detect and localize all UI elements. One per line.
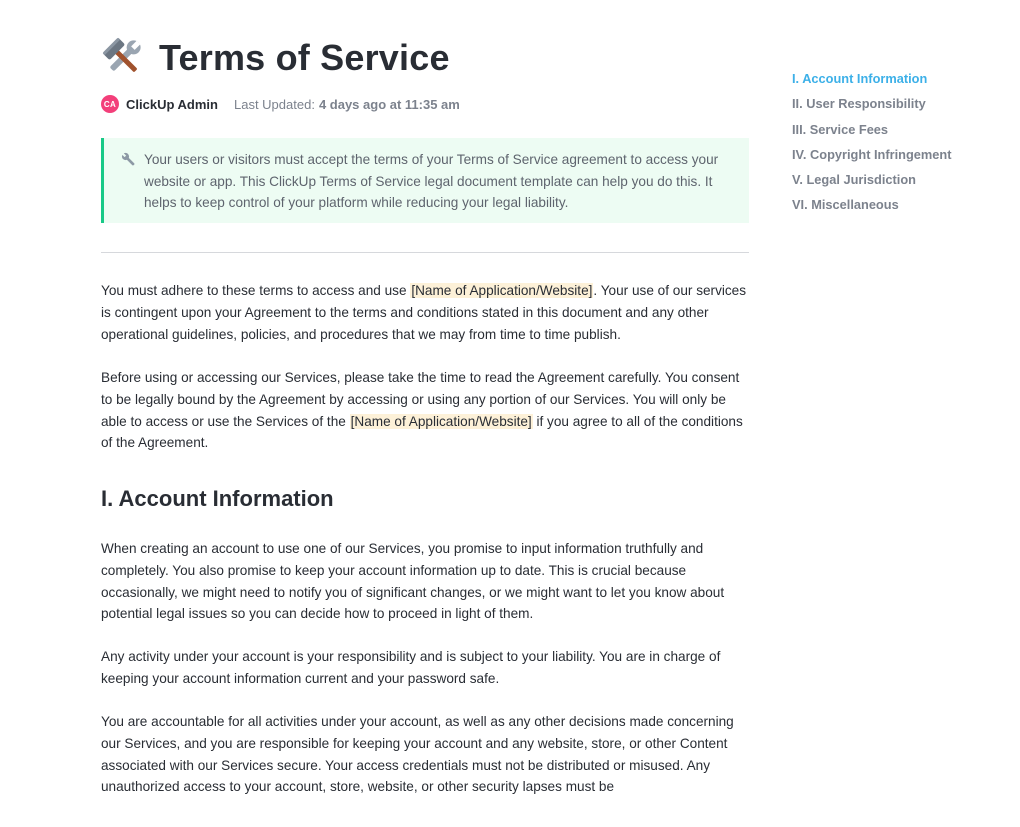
title-row [101, 36, 450, 80]
intro-text: . Your use of our services is contingent upon your Agreement to the terms and conditions stated in this document and any other operational guidelines, policies, and procedures that we may from time to time publish. [101, 283, 747, 342]
toc-item-account-information[interactable]: I. Account Information [792, 71, 928, 86]
author-name[interactable]: ClickUp Admin [126, 96, 218, 112]
placeholder-highlight: [Name of Application/Website] [350, 413, 532, 429]
wrench-icon [120, 151, 137, 168]
toc-item-miscellaneous[interactable]: VI. Miscellaneous [792, 197, 899, 213]
toc-item-copyright-infringement[interactable]: IV. Copyright Infringement [792, 146, 952, 162]
hammer-and-wrench-icon [101, 36, 145, 80]
last-updated-value: 4 days ago at 11:35 am [318, 96, 460, 112]
callout-block[interactable] [101, 138, 749, 223]
intro-text: Before using or accessing our Services, please take the time to read the Agreement carefully. You consent to be legally bound by the Agreement by accessing or using any portion of our Services. You will only be able to access or use the Services of the [101, 370, 740, 429]
avatar[interactable]: CA [101, 95, 119, 113]
document-meta [101, 95, 460, 113]
toc-item-user-responsibility[interactable]: II. User Responsibility [792, 96, 926, 112]
section-heading-account-information: I. Account Information [101, 486, 334, 511]
toc-item-service-fees[interactable]: III. Service Fees [792, 121, 889, 137]
intro-paragraph-1 [101, 280, 749, 345]
section-paragraph: Any activity under your account is your responsibility and is subject to your liability. You are in charge of keeping your account information current and your password safe. [101, 649, 721, 686]
last-updated-label: Last Updated: [233, 96, 315, 112]
placeholder-highlight: [Name of Application/Website] [411, 283, 593, 298]
intro-paragraph-2 [101, 367, 749, 454]
table-of-contents [792, 70, 1002, 222]
intro-text: You must adhere to these terms to access and use [101, 283, 411, 298]
divider [101, 252, 749, 253]
page-title[interactable]: Terms of Service [159, 37, 450, 78]
section-paragraph: You are accountable for all activities under your account, as well as any other decisions made concerning our Services, and you are responsible for keeping your account and any website, store, or other Content associated with our Services secure. Your access credentials must not be distributed or misused. Any unauthorized access to your account, store, website, or other security lapses must be [101, 714, 734, 795]
intro-text: if you agree to all of the conditions of the Agreement. [101, 413, 743, 451]
section-paragraph: When creating an account to use one of our Services, you promise to input information truthfully and completely. You also promise to keep your account information up to date. This is crucial because occasionally, we might need to notify you of significant changes, or we might want to let you know about potential legal issues so you can decide how to proceed in light of them. [101, 541, 725, 622]
callout-text: Your users or visitors must accept the terms of your Terms of Service agreement to access your website or app. This ClickUp Terms of Service legal document template can help you do this. It helps to keep control of your platform while reducing your legal liability. [144, 152, 719, 210]
toc-item-legal-jurisdiction[interactable]: V. Legal Jurisdiction [792, 172, 916, 188]
